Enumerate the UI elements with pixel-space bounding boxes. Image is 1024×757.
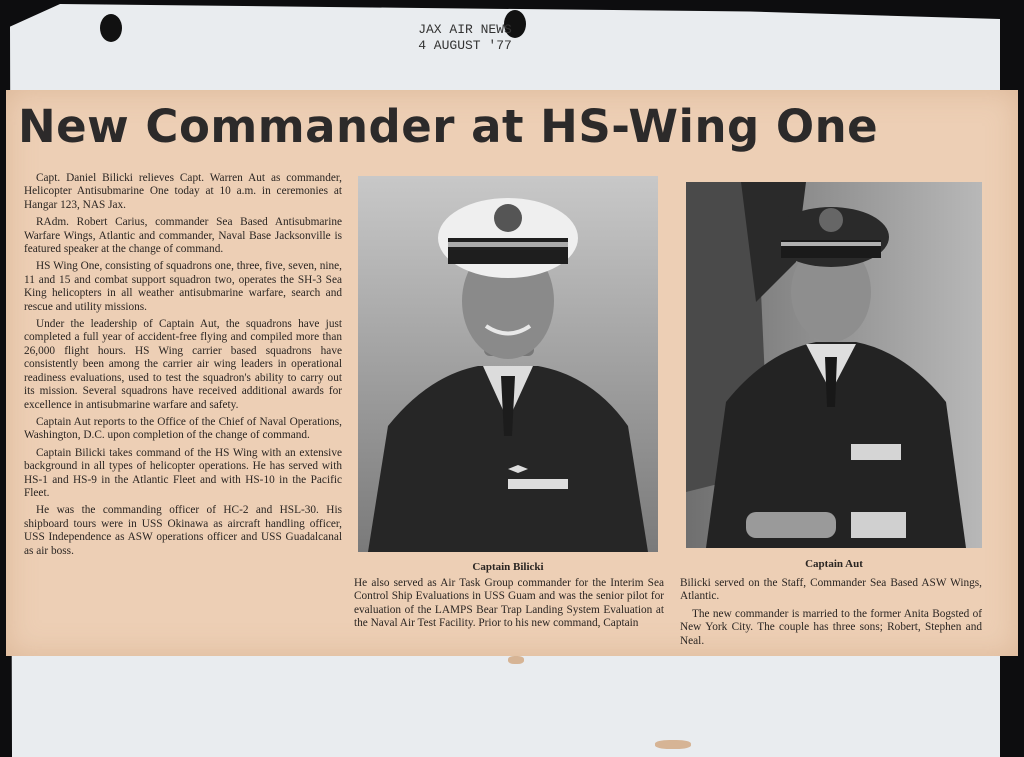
photo-captain-aut xyxy=(686,182,982,548)
article-right-column xyxy=(680,577,982,652)
paragraph: RAdm. Robert Carius, commander Sea Based Antisubmarine Warfare Wings, Atlantic and commander, Naval Base Jacksonville is featured speaker at the change of command. xyxy=(24,216,342,256)
paragraph: Captain Aut reports to the Office of the Chief of Naval Operations, Washington, D.C. upon completion of the change of command. xyxy=(24,415,342,442)
publication-name: JAX AIR NEWS xyxy=(418,22,512,37)
paragraph: He was the commanding officer of HC-2 and HSL-30. His shipboard tours were in USS Okinawa as aircraft handling officer, USS Independence as ASW operations officer and USS Guadalcanal as air boss. xyxy=(24,504,342,557)
portrait-image xyxy=(686,182,982,548)
punch-hole xyxy=(100,14,122,42)
portrait-image xyxy=(358,176,658,552)
stain xyxy=(508,656,524,664)
article-middle-column xyxy=(354,577,664,635)
stain xyxy=(655,740,691,749)
paragraph: The new commander is married to the former Anita Bogsted of New York City. The couple has three sons; Robert, Stephen and Neal. xyxy=(680,607,982,647)
paragraph: HS Wing One, consisting of squadrons one, three, five, seven, nine, 11 and 15 and combat support squadron two, operates the SH-3 Sea King helicopters in all weather antisubmarine warfare, search and rescue and utility missions. xyxy=(24,260,342,313)
publication-header xyxy=(330,22,600,54)
article-left-column xyxy=(24,172,342,562)
headline: New Commander at HS-Wing One xyxy=(18,100,879,153)
caption-bilicki: Captain Bilicki xyxy=(472,561,544,573)
publication-date: 4 AUGUST '77 xyxy=(418,38,512,53)
paragraph: Under the leadership of Captain Aut, the squadrons have just completed a full year of accident-free flying and compiled more than 26,000 flight hours. HS Wing carrier based squadrons have consistently been among the carrier air wing leaders in operational readiness evaluations, used to test the squadron's ability to carry out its mission. Several squadrons have received additional awards for excellence in antisubmarine warfare and safety. xyxy=(24,318,342,411)
paragraph: Captain Bilicki takes command of the HS Wing with an extensive background in all types of helicopter operations. He has served with HS-1 and HS-9 in the Atlantic Fleet and with HS-10 in the Pacific Fleet. xyxy=(24,446,342,499)
paragraph: Capt. Daniel Bilicki relieves Capt. Warren Aut as commander, Helicopter Antisubmarine One today at 10 a.m. in ceremonies at Hangar 123, NAS Jax. xyxy=(24,172,342,211)
paragraph: He also served as Air Task Group commander for the Interim Sea Control Ship Evaluations in USS Guam and was the senior pilot for evaluation of the LAMPS Bear Trap Landing System Evaluation at the Naval Air Test Facility. Prior to his new command, Captain xyxy=(354,577,664,630)
caption-aut: Captain Aut xyxy=(805,558,863,570)
paragraph: Bilicki served on the Staff, Commander Sea Based ASW Wings, Atlantic. xyxy=(680,577,982,603)
photo-captain-bilicki xyxy=(358,176,658,552)
